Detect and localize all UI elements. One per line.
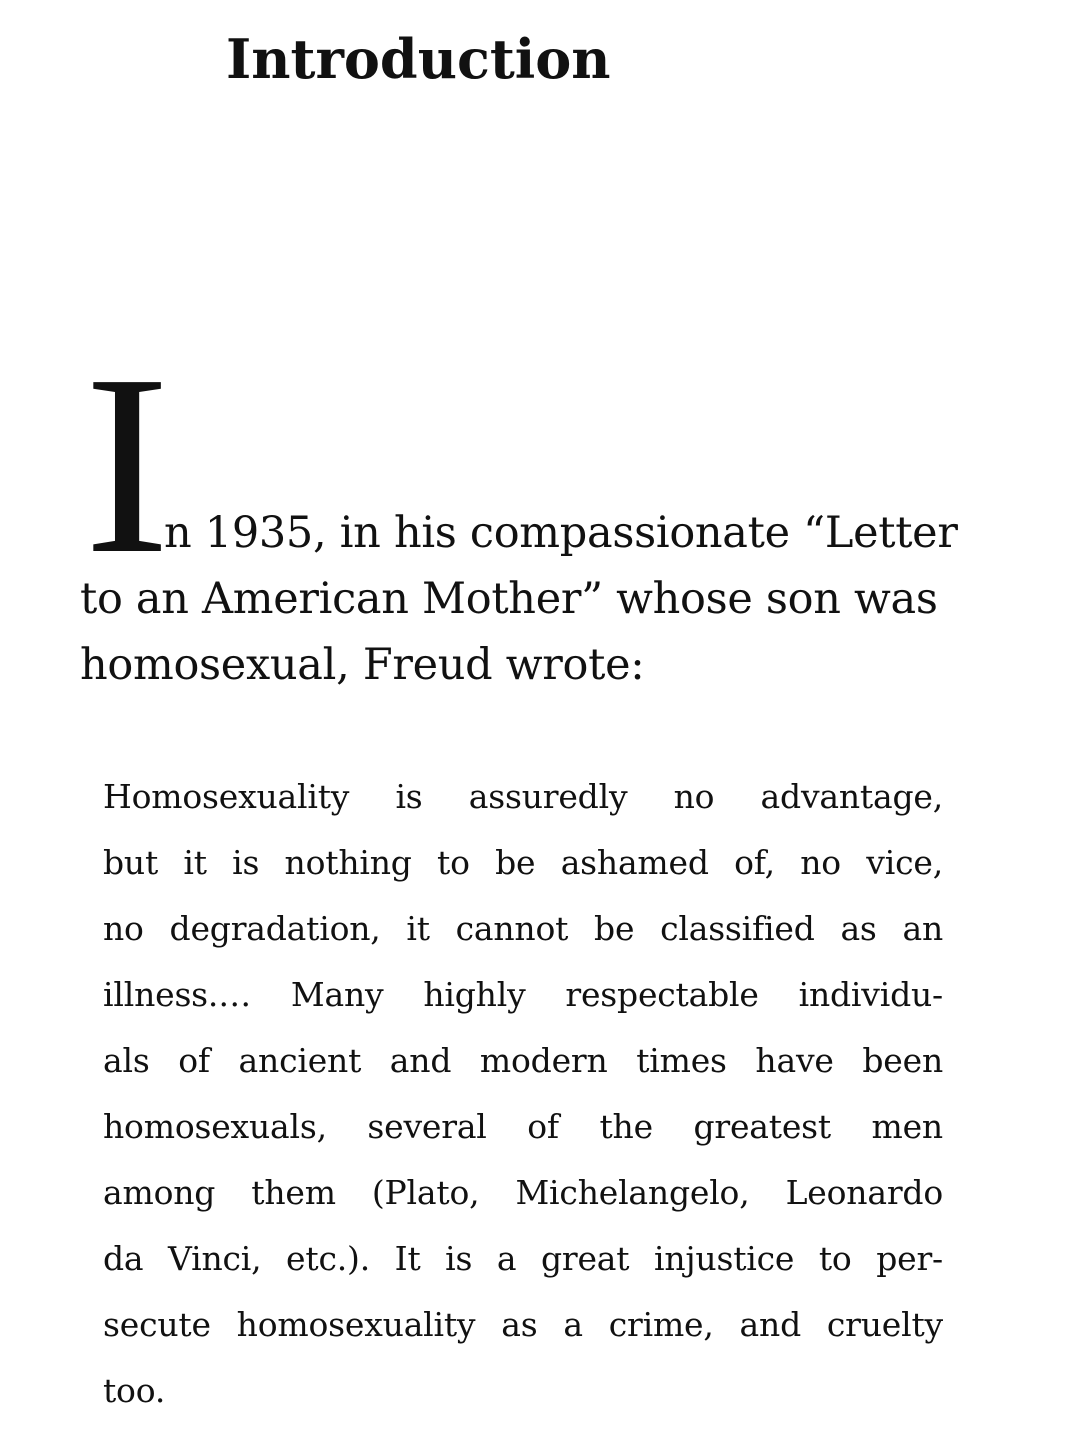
quote-line: no degradation, it cannot be classified as an (103, 909, 943, 948)
chapter-title: Introduction (226, 27, 611, 91)
quote-line: among them (Plato, Michelangelo, Leonardo (103, 1173, 943, 1212)
quote-line: illness.… Many highly respectable individu- (103, 975, 943, 1014)
quote-line: too. (103, 1371, 166, 1410)
quote-line: Homosexuality is assuredly no advantage, (103, 777, 943, 816)
opening-line: n 1935, in his compassionate “Letter (164, 508, 958, 558)
opening-line: to an American Mother” whose son was (80, 574, 938, 624)
quote-line: da Vinci, etc.). It is a great injustice to per- (103, 1239, 943, 1278)
drop-cap: I (84, 321, 170, 607)
quote-line: but it is nothing to be ashamed of, no vice, (103, 843, 943, 882)
quote-line: als of ancient and modern times have been (103, 1041, 943, 1080)
freud-quote (103, 764, 943, 1424)
opening-line: homosexual, Freud wrote: (80, 640, 645, 690)
quote-line: homosexuals, several of the greatest men (103, 1107, 943, 1146)
quote-line: secute homosexuality as a crime, and cruelty (103, 1305, 943, 1344)
